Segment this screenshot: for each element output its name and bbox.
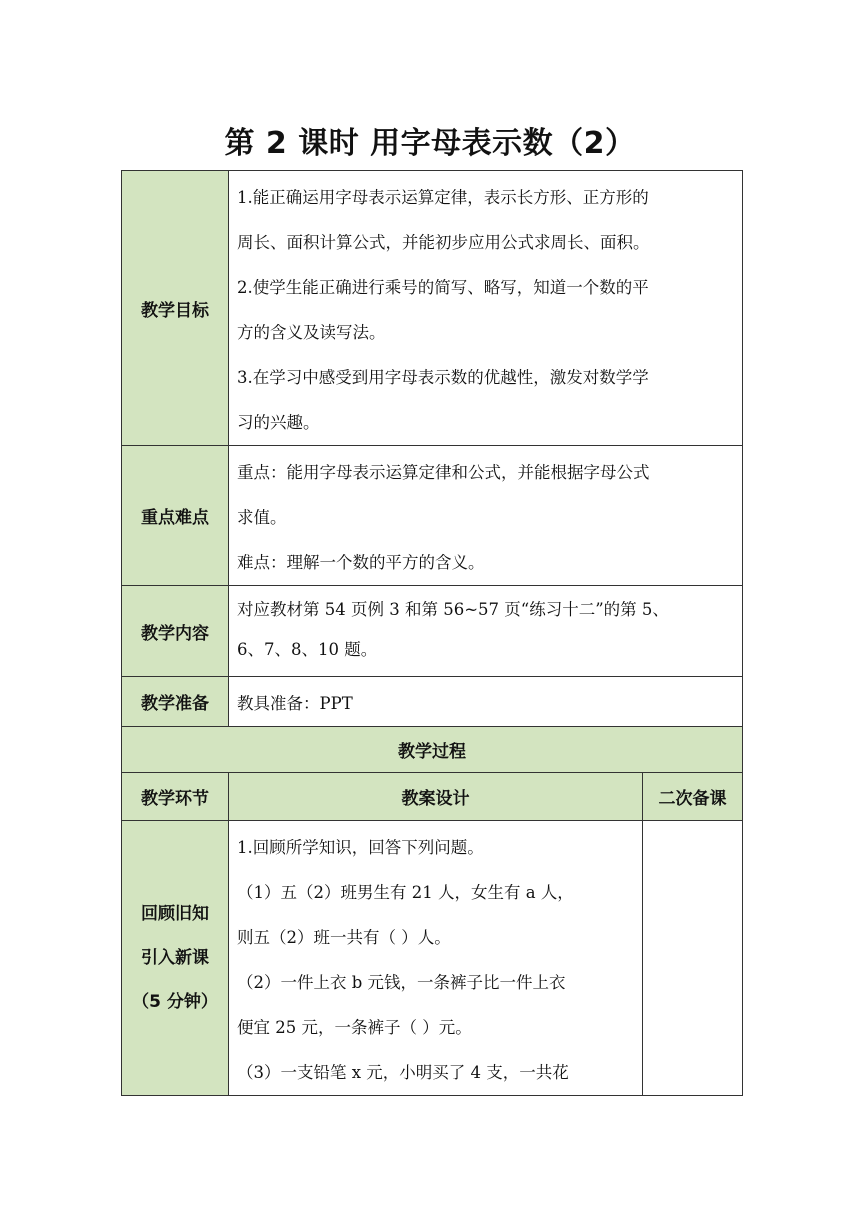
content-line: 对应教材第 54 页例 3 和第 56~57 页“练习十二”的第 5、 [237,600,669,619]
key-points-line: 难点：理解一个数的平方的含义。 [237,553,485,572]
stage-label-line: 回顾旧知 [141,904,209,924]
goals-line: 方的含义及读写法。 [237,323,386,342]
column-header-stage: 教学环节 [122,773,229,821]
preparation-row [122,677,743,727]
stage-line: 则五（2）班一共有（ ）人。 [237,928,451,947]
key-points-line: 重点：能用字母表示运算定律和公式，并能根据字母公式 [237,463,650,482]
goals-line: 周长、面积计算公式，并能初步应用公式求周长、面积。 [237,233,650,252]
page-title: 第 2 课时 用字母表示数（2） [224,126,636,161]
preparation-text: 教具准备：PPT [229,677,743,727]
goals-row [122,171,743,446]
goals-line: 3.在学习中感受到用字母表示数的优越性，激发对数学学 [237,368,649,387]
stage-row [122,821,743,1096]
goals-line: 2.使学生能正确进行乘号的简写、略写，知道一个数的平 [237,278,649,297]
stage-review [643,821,743,1096]
stage-label-line: （5 分钟） [132,992,218,1012]
key-points-line: 求值。 [237,508,287,527]
stage-label-line: 引入新课 [141,948,209,968]
key-points-content [229,446,743,586]
key-points-row [122,446,743,586]
preparation-label: 教学准备 [122,677,229,727]
stage-line: （2）一件上衣 b 元钱，一条裤子比一件上衣 [237,973,566,992]
key-points-label: 重点难点 [122,446,229,586]
content-row [122,586,743,677]
lesson-plan-table [121,170,743,1096]
goals-line: 习的兴趣。 [237,413,320,432]
stage-label [122,821,229,1096]
content-text [229,586,743,677]
goals-content [229,171,743,446]
process-header-row [122,727,743,773]
goals-line: 1.能正确运用字母表示运算定律，表示长方形、正方形的 [237,188,649,207]
process-columns-row [122,773,743,821]
stage-design [229,821,643,1096]
content-label: 教学内容 [122,586,229,677]
stage-line: 1.回顾所学知识，回答下列问题。 [237,838,484,857]
content-line: 6、7、8、10 题。 [237,640,378,659]
process-header: 教学过程 [122,727,743,773]
stage-line: （3）一支铅笔 x 元，小明买了 4 支，一共花 [237,1063,569,1082]
column-header-design: 教案设计 [229,773,643,821]
stage-line: （1）五（2）班男生有 21 人，女生有 a 人， [237,883,574,902]
goals-label: 教学目标 [122,171,229,446]
stage-line: 便宜 25 元，一条裤子（ ）元。 [237,1018,472,1037]
column-header-review: 二次备课 [643,773,743,821]
